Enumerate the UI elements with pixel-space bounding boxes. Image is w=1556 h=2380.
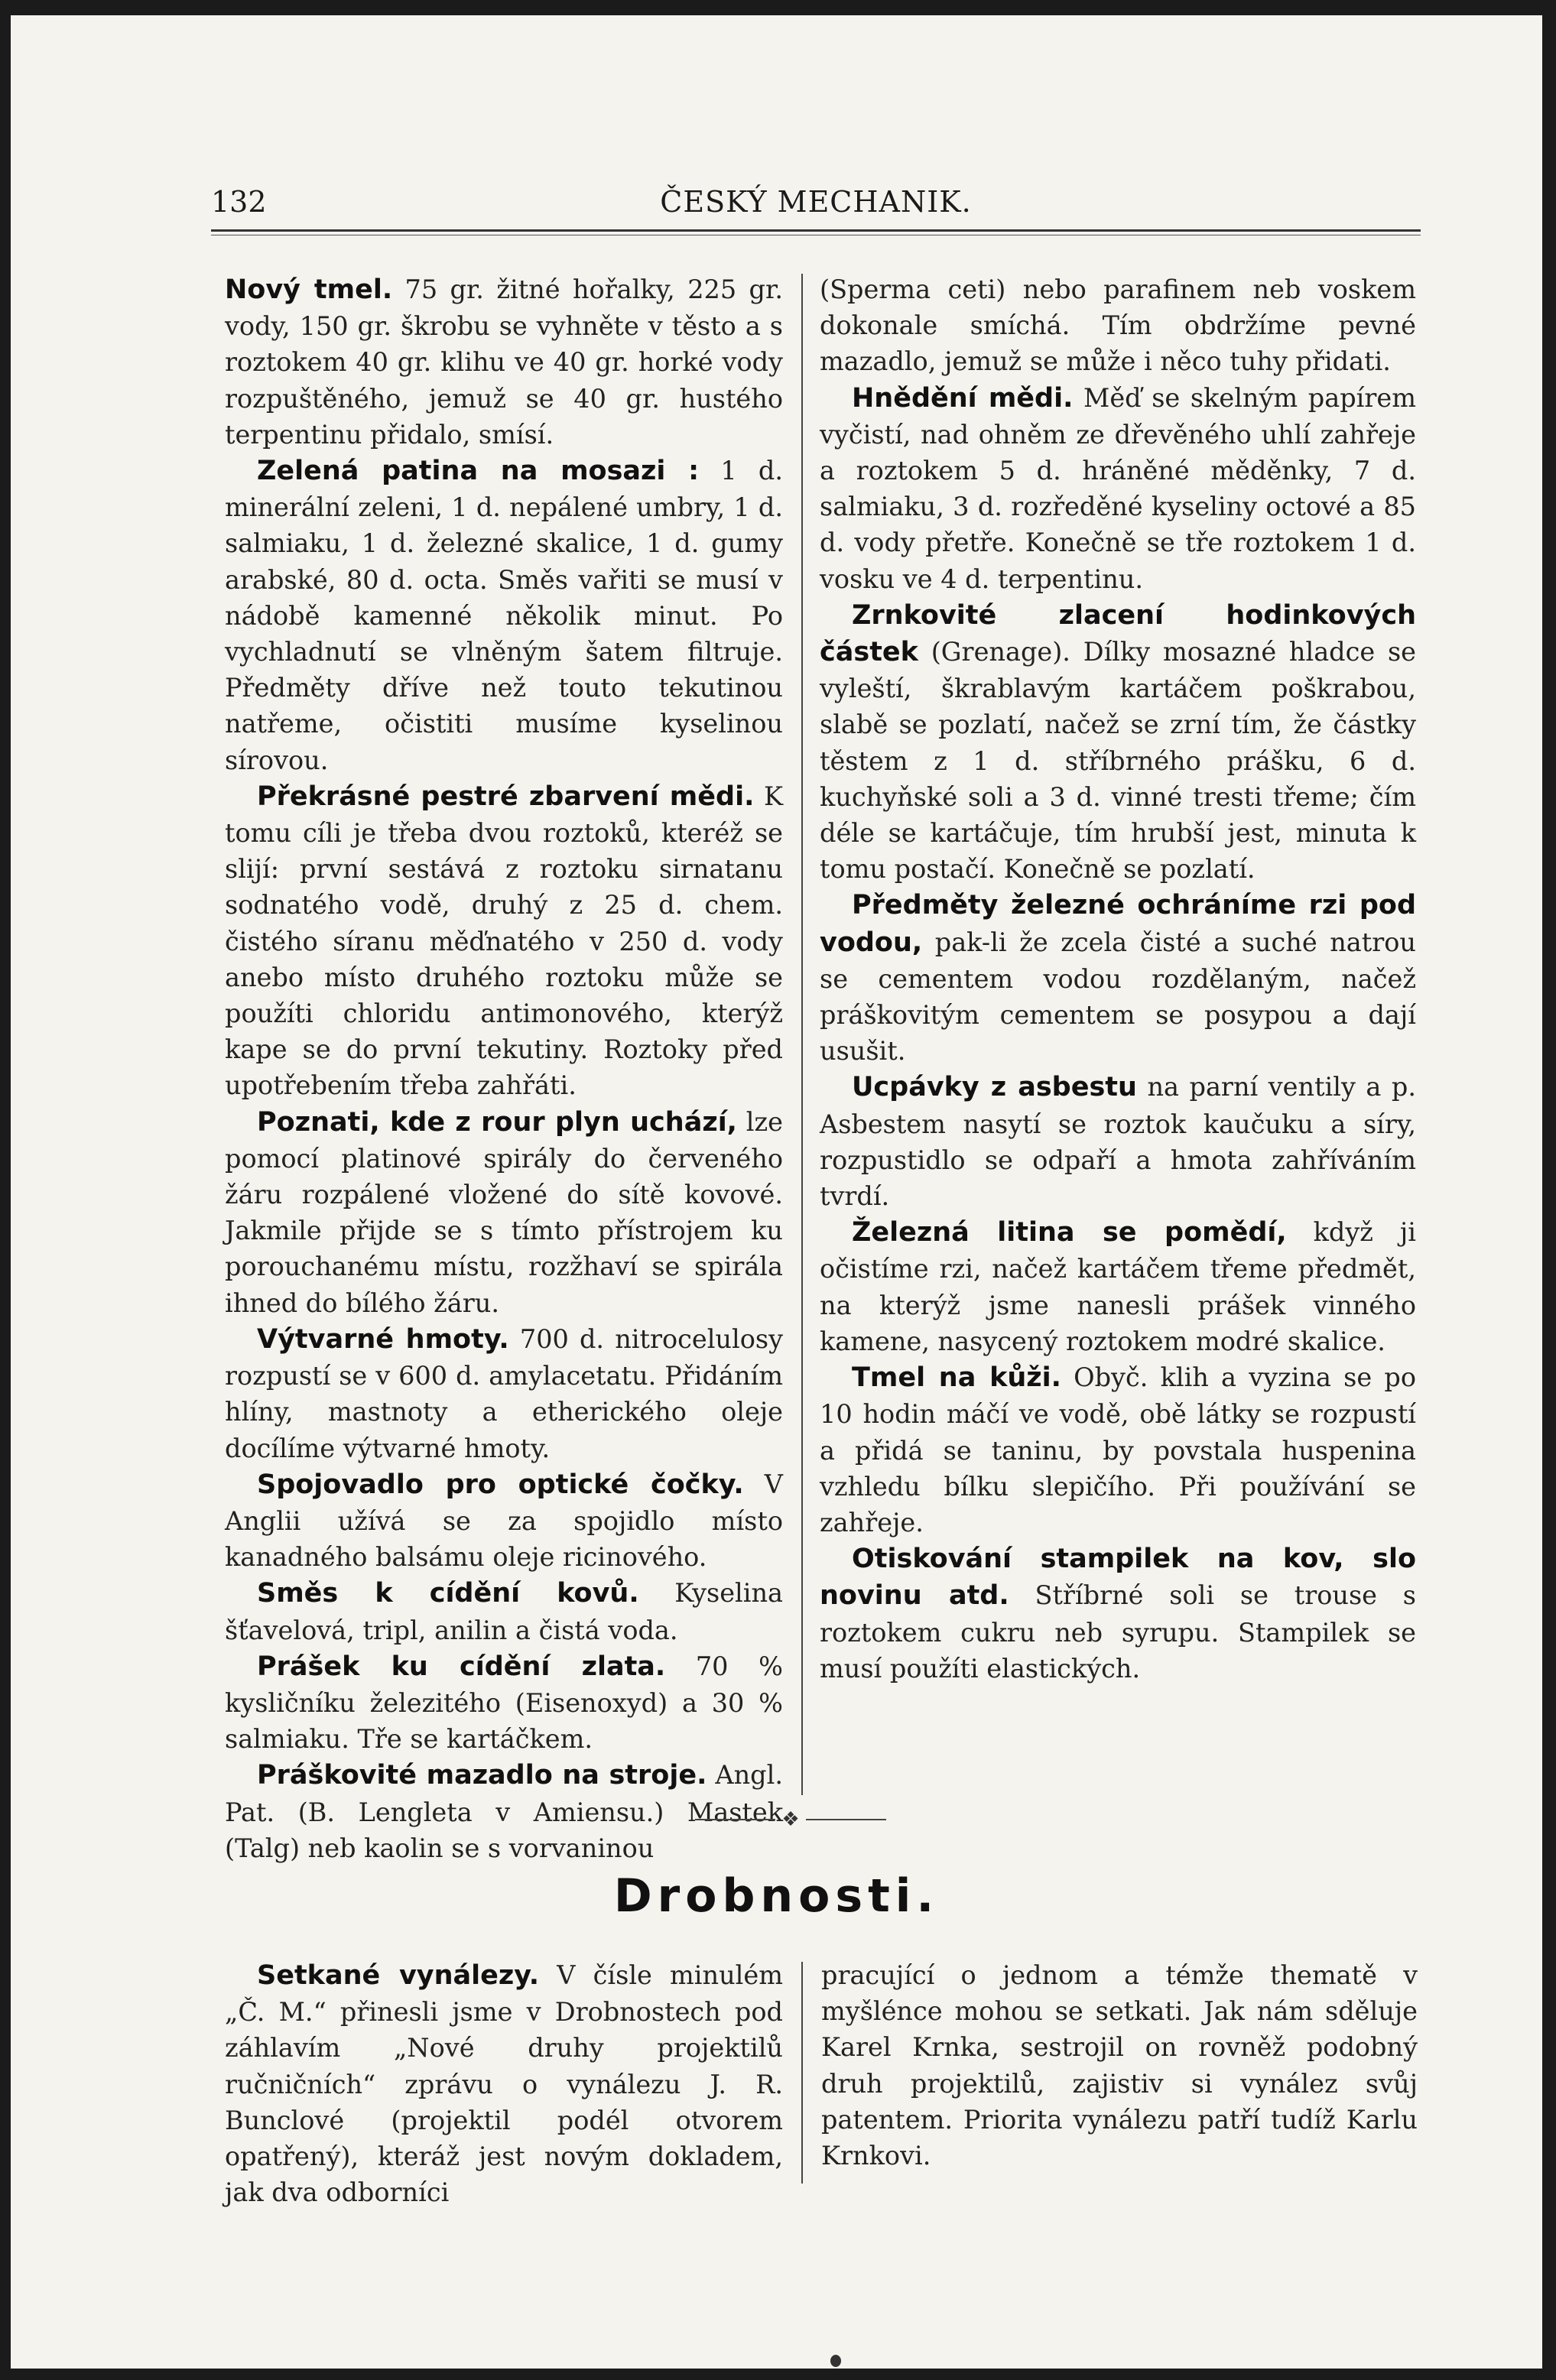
article-text: Obyč. klih a vyzina se po 10 hodin máčí ve vodě, obě látky se rozpustí a přidá se taninu, by povstala huspenina vzhledu bílku slepičího. Při používání se zahřeje. [820,1362,1417,1537]
page-header [211,185,1421,231]
article-text: Angl. Pat. (B. Lengleta v Amiensu.) Mastek (Talg) neb kaolin se s vorvaninou [225,1760,783,1863]
article-paragraph [820,380,1416,597]
article-text: V čísle minulém „Č. M.“ přinesli jsme v Drobnostech pod záhlavím „Nové druhy projektilů ručničních“ zprávu o vynálezu J. R. Bunclové (projektil podél otvorem opatřený), kteráž jest novým dokladem, jak dva odborníci [225,1960,783,2208]
article-heading: Směs k cídění kovů. [257,1578,639,1609]
ornament-icon: ❖ [781,1808,800,1831]
running-title: ČESKÝ MECHANIK. [660,185,972,219]
article-paragraph [820,1541,1416,1687]
article-heading: Poznati, kde z rour plyn uchází, [257,1106,737,1138]
ink-speck [830,2355,841,2367]
drobnosti-left-column [225,1957,783,2210]
article-paragraph [225,453,783,778]
article-heading: Práškovité mazadlo na stroje. [257,1760,707,1791]
article-paragraph [225,1648,783,1758]
article-text: Kyselina šťavelová, tripl, anilin a čistá voda. [225,1578,783,1645]
article-text: V Anglii užívá se za spojidlo místo kanadného balsámu oleje ricinového. [225,1469,783,1573]
drobnosti-right-column [821,1957,1418,2174]
article-paragraph [225,1321,783,1466]
article-paragraph [225,271,783,453]
article-heading: Spojovadlo pro optické čočky. [257,1469,744,1500]
article-heading: Zelená patina na mosazi : [257,456,700,487]
article-heading: Otiskování stampilek na kov, slo novinu atd. [820,1544,1416,1612]
article-text: pak-li že zcela čisté a suché natrou se cementem vodou rozdělaným, načež práškovitým cementem se posypou a dají usušit. [820,927,1416,1067]
article-paragraph [820,597,1416,888]
article-paragraph [225,1957,783,2210]
article-text: 70 % kysličníku železitého (Eisenoxyd) a 30 % salmiaku. Tře se kartáčkem. [225,1651,783,1755]
article-heading: Hnědění mědi. [852,382,1074,414]
article-paragraph [225,778,783,1104]
article-heading: Zrnkovité zlacení hodinkových částek [820,599,1416,668]
article-heading: Předměty železné ochráníme rzi pod vodou, [820,890,1416,958]
section-title: Drobnosti. [613,1869,940,1923]
article-text: pracující o jednom a témže thematě v myšlénce mohou se setkati. Jak nám sděluje Karel Krnka, sestrojil on rovněž podobný druh projektilů, zajistiv si vynález svůj patentem. Priorita vynálezu patří tudíž Karlu Krnkovi. [821,1960,1418,2171]
article-heading: Setkané vynálezy. [257,1960,540,1991]
ornament-line-right [806,1819,886,1820]
page [11,15,1542,2369]
article-text: 1 d. minerální zeleni, 1 d. nepálené umbry, 1 d. salmiaku, 1 d. železné skalice, 1 d. gumy arabské, 80 d. octa. Směs vařiti se musí v nádobě kamenné několik minut. Po vychladnutí se vlněným šatem filtruje. Předměty dříve než touto tekutinou natřeme, očistiti musíme kyselinou sírovou. [225,456,783,775]
header-rule [211,229,1421,232]
article-heading: Překrásné pestré zbarvení mědi. [257,781,755,812]
ornament-line-left [695,1819,775,1820]
page-number: 132 [211,185,267,219]
article-text: lze pomocí platinové spirály do červeného žáru rozpálené vložené do sítě kovové. Jakmile přijde se s tímto přístrojem ku porouchanému místu, rozžhaví se spirála ihned do bílého žáru. [225,1106,783,1318]
article-paragraph [820,1359,1416,1541]
article-paragraph [820,271,1416,380]
article-paragraph [225,1466,783,1576]
article-paragraph [820,887,1416,1069]
article-paragraph [820,1069,1416,1214]
column-divider [801,1962,803,2184]
article-heading: Prášek ku cídění zlata. [257,1651,666,1682]
section-ornament [695,1808,886,1831]
article-text: 700 d. nitrocelulosy rozpustí se v 600 d. amylacetatu. Přidáním hlíny, mastnoty a etherického oleje docílíme výtvarné hmoty. [225,1323,784,1463]
column-divider [801,274,803,1795]
article-heading: Výtvarné hmoty. [257,1323,509,1355]
article-heading: Nový tmel. [225,274,393,305]
right-column [820,271,1416,1687]
article-text: na parní ventily a p. Asbestem nasytí se roztok kaučuku a síry, rozpustidlo se odpaří a hmota zahříváním tvrdí. [820,1072,1416,1212]
article-text: K tomu cíli je třeba dvou roztoků, kteréž se slijí: první sestává z roztoku sirnatanu sodnatého vodě, druhý z 25 d. chem. čistého síranu měďnatého v 250 d. vody anebo místo druhého roztoku může se použíti chloridu antimonového, kterýž kape se do první tekutiny. Roztoky před upotřebením třeba zahřáti. [225,781,783,1101]
article-paragraph [225,1575,783,1648]
article-text: (Grenage). Dílky mosazné hladce se vyleští, škrablavým kartáčem poškrabou, slabě se pozlatí, načež se zrní tím, že částky těstem z 1 d. stříbrného prášku, 6 d. kuchyňské soli a 3 d. vinné tresti třeme; čím déle se kartáčuje, tím hrubší jest, minuta k tomu postačí. Konečně se pozlatí. [820,637,1416,885]
article-text: (Sperma ceti) nebo parafinem neb voskem dokonale smíchá. Tím obdržíme pevné mazadlo, jemuž se může i něco tuhy přidati. [820,274,1416,377]
article-heading: Tmel na kůži. [852,1362,1061,1394]
article-text: když ji očistíme rzi, načež kartáčem třeme předmět, na kterýž jsme nanesli prášek vinného kamene, nasycený roztokem modré skalice. [820,1217,1416,1356]
article-text: Měď se skelným papírem vyčistí, nad ohněm ze dřevěného uhlí zahřeje a roztokem 5 d. hráněné měděnky, 7 d. salmiaku, 3 d. rozředěné kyseliny octové a 85 d. vody přetře. Konečně se tře roztokem 1 d. vosku ve 4 d. terpentinu. [820,382,1416,594]
article-paragraph [225,1104,783,1321]
article-paragraph [821,1957,1418,2174]
article-heading: Železná litina se pomědí, [852,1217,1287,1248]
article-heading: Ucpávky z asbestu [852,1072,1137,1103]
left-column [225,271,783,1866]
article-text: Stříbrné soli se trouse s roztokem cukru neb syrupu. Stampilek se musí použíti elastických. [820,1580,1416,1684]
article-paragraph [820,1214,1416,1359]
article-text: 75 gr. žitné hořalky, 225 gr. vody, 150 gr. škrobu se vyhněte v těsto a s roztokem 40 gr. klihu ve 40 gr. horké vody rozpuštěného, jemuž se 40 gr. hustého terpentinu přidalo, smísí. [225,274,783,450]
